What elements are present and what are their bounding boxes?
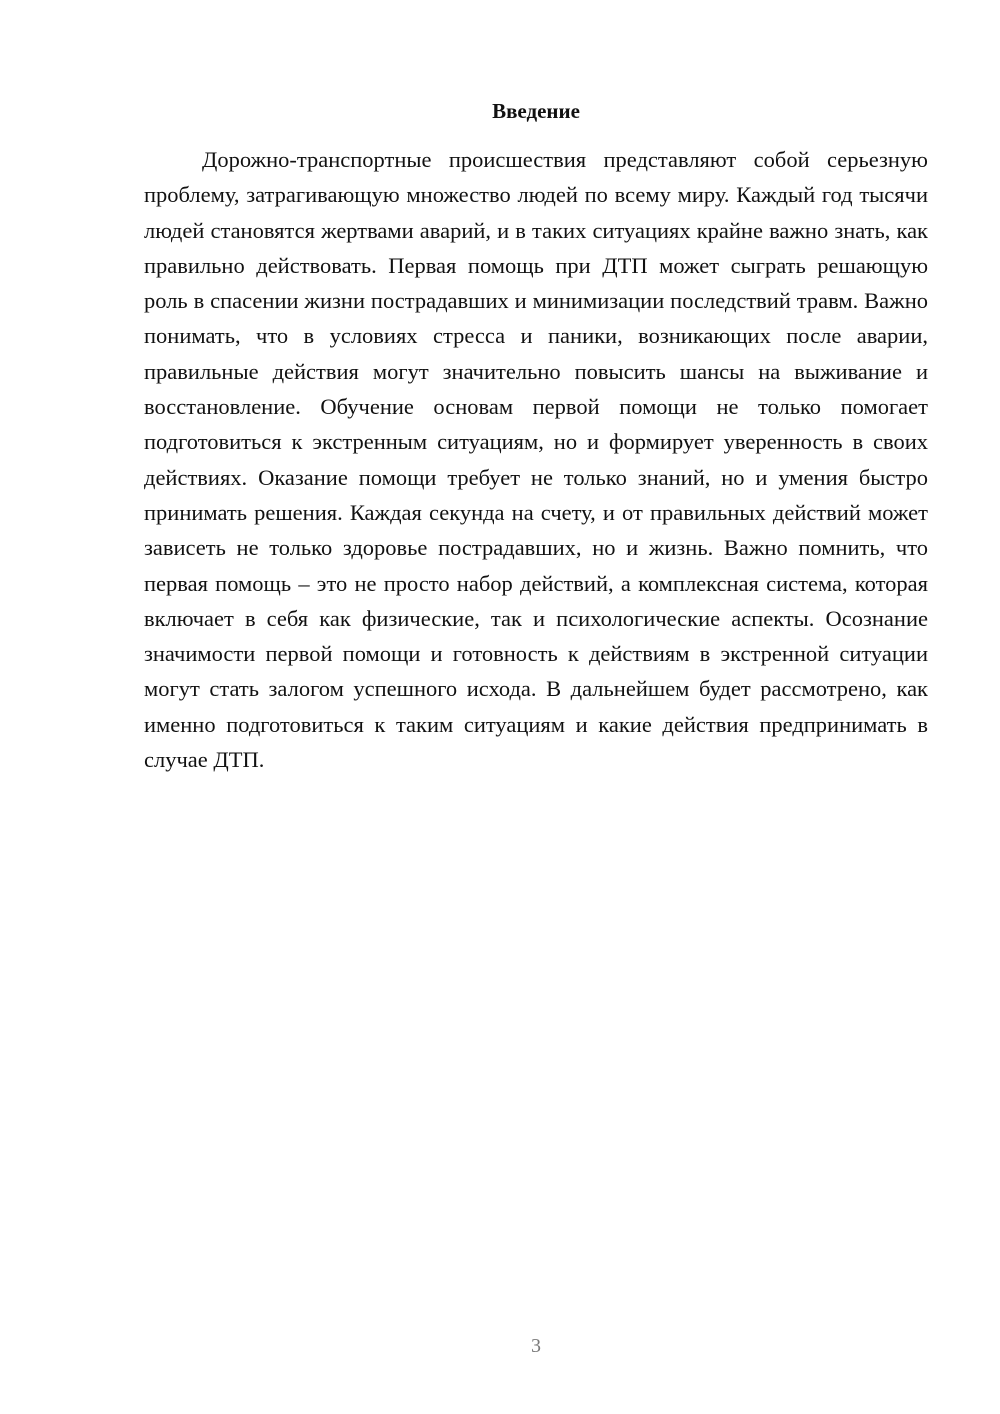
body-paragraph: Дорожно-транспортные происшествия представляют собой серьезную проблему, затрагивающую множество людей по всему миру. Каждый год тысячи людей становятся жертвами аварий, и в таких ситуациях крайне важно знать, как правильно действовать. Первая помощь при ДТП может сыграть решающую роль в спасении жизни пострадавших и минимизации последствий травм. Важно понимать, что в условиях стресса и паники, возникающих после аварии, правильные действия могут значительно повысить шансы на выживание и восстановление. Обучение основам первой помощи не только помогает подготовиться к экстренным ситуациям, но и формирует уверенность в своих действиях. Оказание помощи требует не только знаний, но и умения быстро принимать решения. Каждая секунда на счету, и от правильных действий может зависеть не только здоровье пострадавших, но и жизнь. Важно помнить, что первая помощь – это не просто набор действий, а комплексная система, которая включает в себя как физические, так и психологические аспекты. Осознание значимости первой помощи и готовность к действиям в экстренной ситуации могут стать залогом успешного исхода. В дальнейшем будет рассмотрено, как именно подготовиться к таким ситуациям и какие действия предпринимать в случае ДТП. — [144, 147, 928, 773]
page-number: 3 — [531, 1335, 541, 1357]
section-heading: Введение — [492, 99, 580, 123]
